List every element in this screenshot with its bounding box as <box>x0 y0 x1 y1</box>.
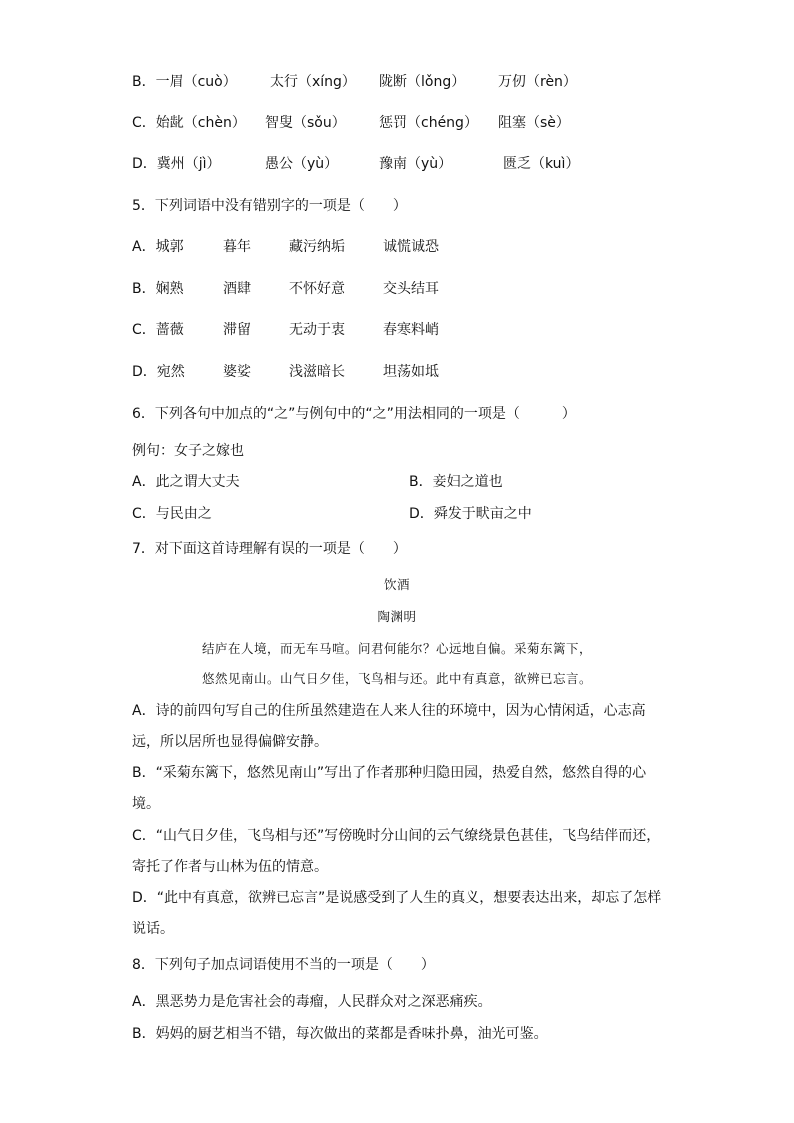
q4-option-c-item-2: 智叟（sǒu） <box>265 115 346 131</box>
q6-option-d: D．舜发于畎亩之中 <box>409 506 532 522</box>
q7-option-c-line-1: C．“山气日夕佳，飞鸟相与还”写傍晚时分山间的云气缭绕景色甚佳，飞鸟结伴而还， <box>132 828 661 844</box>
q6-option-c: C．与民由之 <box>132 506 212 522</box>
q5-option-d-item-1: D．宛然 <box>132 364 185 380</box>
q7-option-b-line-1: B．“采菊东篱下，悠然见南山”写出了作者那种归隐田园，热爱自然，悠然自得的心 <box>132 765 647 781</box>
q5-option-c-item-3: 无动于衷 <box>289 322 345 338</box>
q7-stem: 7．对下面这首诗理解有误的一项是（ ） <box>132 541 407 557</box>
q4-option-d-item-2: 愚公（yù） <box>265 156 339 172</box>
q4-option-b-item-2: 太行（xíng） <box>270 74 356 90</box>
poem-line-1: 结庐在人境，而无车马喧。问君何能尔？心远地自偏。采菊东篱下， <box>201 641 592 656</box>
q4-option-b-item-3: 陇断（lǒng） <box>379 74 466 90</box>
q5-option-b-item-2: 酒肆 <box>223 281 251 297</box>
q7-option-b-line-2: 境。 <box>132 796 160 812</box>
q5-option-c-item-4: 春寒料峭 <box>383 322 439 338</box>
q5-option-d-item-2: 婆娑 <box>223 364 251 380</box>
q5-option-b-item-3: 不怀好意 <box>289 281 345 297</box>
q6-option-b: B．妾妇之道也 <box>409 474 503 490</box>
q5-stem: 5．下列词语中没有错别字的一项是（ ） <box>132 198 407 214</box>
q7-option-a-line-1: A．诗的前四句写自己的住所虽然建造在人来人往的环境中，因为心情闲适，心志高 <box>132 703 646 719</box>
poem-line-2: 悠然见南山。山气日夕佳，飞鸟相与还。此中有真意，欲辨已忘言。 <box>201 671 592 686</box>
q7-option-d-line-2: 说话。 <box>132 921 174 937</box>
q7-option-d-line-1: D．“此中有真意，欲辨已忘言”是说感受到了人生的真义，想要表达出来，却忘了怎样 <box>132 890 662 906</box>
q5-option-d-item-4: 坦荡如坻 <box>383 364 439 380</box>
q4-option-b-item-1: B．一眉（cuò） <box>132 74 237 90</box>
q6-example: 例句：女子之嫁也 <box>132 443 244 459</box>
q5-option-b-item-1: B．娴熟 <box>132 281 184 297</box>
q6-stem: 6．下列各句中加点的“之”与例句中的“之”用法相同的一项是（ ） <box>132 406 576 422</box>
q7-option-a-line-2: 远，所以居所也显得偏僻安静。 <box>132 734 328 750</box>
q8-option-a: A．黑恶势力是危害社会的毒瘤，人民群众对之深恶痛疾。 <box>132 994 492 1010</box>
q5-option-a-item-2: 暮年 <box>223 239 251 255</box>
q5-option-a-item-1: A．城郭 <box>132 239 184 255</box>
q4-option-c-item-4: 阻塞（sè） <box>498 115 570 131</box>
q4-option-c-item-3: 惩罚（chéng） <box>379 115 478 131</box>
q5-option-a-item-4: 诚慌诚恐 <box>383 239 439 255</box>
q7-option-c-line-2: 寄托了作者与山林为伍的情意。 <box>132 859 328 875</box>
q5-option-d-item-3: 浅滋暗长 <box>289 364 345 380</box>
q8-stem: 8．下列句子加点词语使用不当的一项是（ ） <box>132 957 435 973</box>
q4-option-d-item-3: 豫南（yù） <box>379 156 453 172</box>
q4-option-d-item-4: 匮乏（kuì） <box>503 156 580 172</box>
q4-option-b-item-4: 万仞（rèn） <box>498 74 577 90</box>
q4-option-c-item-1: C．始龀（chèn） <box>132 115 246 131</box>
q5-option-b-item-4: 交头结耳 <box>383 281 439 297</box>
q4-option-d-item-1: D．冀州（jì） <box>132 156 221 172</box>
q5-option-a-item-3: 藏污纳垢 <box>289 239 345 255</box>
q6-option-a: A．此之谓大丈夫 <box>132 474 240 490</box>
q5-option-c-item-1: C．蔷薇 <box>132 322 184 338</box>
q5-option-c-item-2: 滞留 <box>223 322 251 338</box>
poem-title: 饮酒 <box>383 577 410 592</box>
q8-option-b: B．妈妈的厨艺相当不错，每次做出的菜都是香味扑鼻，油光可鉴。 <box>132 1026 548 1042</box>
poem-author: 陶渊明 <box>377 609 417 624</box>
